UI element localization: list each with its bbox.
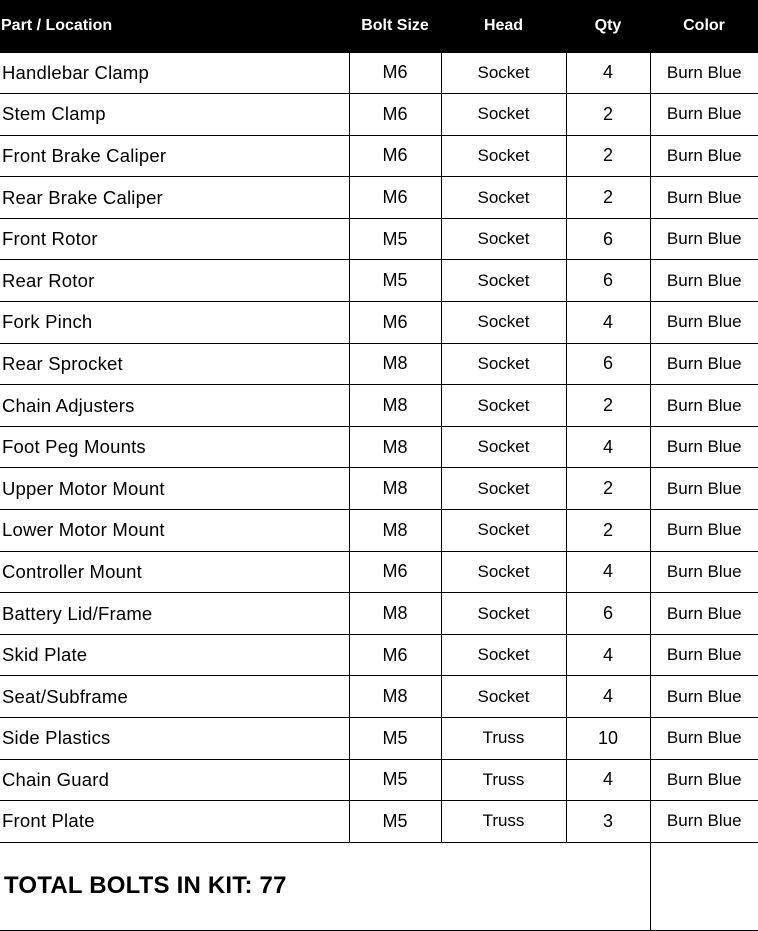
head-type-cell: Socket [441, 385, 566, 427]
head-type-cell: Socket [441, 52, 566, 94]
color-cell: Burn Blue [650, 218, 758, 260]
head-type-cell: Socket [441, 510, 566, 552]
table-row [0, 759, 758, 801]
head-type-cell: Socket [441, 593, 566, 635]
table-row [0, 218, 758, 260]
part-location-cell: Chain Guard [0, 759, 349, 801]
color-cell: Burn Blue [650, 302, 758, 344]
color-cell: Burn Blue [650, 94, 758, 136]
bolt-size-cell: M8 [349, 468, 441, 510]
table-row [0, 718, 758, 760]
table-row [0, 135, 758, 177]
color-cell: Burn Blue [650, 260, 758, 302]
total-blank-cell [650, 842, 758, 930]
table-header-row [0, 0, 758, 52]
color-cell: Burn Blue [650, 52, 758, 94]
table-body [0, 52, 758, 930]
head-type-cell: Socket [441, 343, 566, 385]
part-location-cell: Front Plate [0, 801, 349, 843]
table-row [0, 593, 758, 635]
bolt-size-cell: M6 [349, 302, 441, 344]
color-cell: Burn Blue [650, 343, 758, 385]
color-cell: Burn Blue [650, 426, 758, 468]
table-row [0, 468, 758, 510]
head-type-cell: Truss [441, 801, 566, 843]
quantity-cell: 2 [566, 94, 650, 136]
head-type-cell: Socket [441, 634, 566, 676]
bolt-size-cell: M8 [349, 426, 441, 468]
quantity-cell: 2 [566, 468, 650, 510]
bolt-size-cell: M8 [349, 343, 441, 385]
part-location-cell: Controller Mount [0, 551, 349, 593]
head-type-cell: Socket [441, 94, 566, 136]
quantity-cell: 2 [566, 510, 650, 552]
table-row [0, 343, 758, 385]
bolt-size-cell: M5 [349, 218, 441, 260]
color-cell: Burn Blue [650, 634, 758, 676]
quantity-cell: 10 [566, 718, 650, 760]
part-location-cell: Handlebar Clamp [0, 52, 349, 94]
head-type-cell: Truss [441, 718, 566, 760]
quantity-cell: 6 [566, 218, 650, 260]
table-row [0, 676, 758, 718]
bolt-size-cell: M8 [349, 510, 441, 552]
head-type-cell: Socket [441, 426, 566, 468]
part-location-cell: Lower Motor Mount [0, 510, 349, 552]
part-location-cell: Front Brake Caliper [0, 135, 349, 177]
head-type-cell: Socket [441, 135, 566, 177]
color-cell: Burn Blue [650, 385, 758, 427]
head-type-cell: Socket [441, 260, 566, 302]
bolt-size-cell: M6 [349, 94, 441, 136]
color-cell: Burn Blue [650, 801, 758, 843]
part-location-cell: Front Rotor [0, 218, 349, 260]
part-location-cell: Rear Sprocket [0, 343, 349, 385]
bolt-size-cell: M6 [349, 551, 441, 593]
header-bolt-size: Bolt Size [361, 16, 429, 34]
part-location-cell: Seat/Subframe [0, 676, 349, 718]
color-cell: Burn Blue [650, 468, 758, 510]
color-cell: Burn Blue [650, 510, 758, 552]
color-cell: Burn Blue [650, 759, 758, 801]
part-location-cell: Chain Adjusters [0, 385, 349, 427]
bolt-size-cell: M5 [349, 801, 441, 843]
part-location-cell: Stem Clamp [0, 94, 349, 136]
quantity-cell: 2 [566, 385, 650, 427]
header-qty: Qty [594, 16, 622, 34]
table-row [0, 302, 758, 344]
head-type-cell: Socket [441, 676, 566, 718]
header-color: Color [683, 16, 725, 34]
color-cell: Burn Blue [650, 551, 758, 593]
part-location-cell: Fork Pinch [0, 302, 349, 344]
table-row [0, 551, 758, 593]
part-location-cell: Battery Lid/Frame [0, 593, 349, 635]
table-row [0, 801, 758, 843]
quantity-cell: 4 [566, 676, 650, 718]
quantity-cell: 4 [566, 426, 650, 468]
total-bolts-label: TOTAL BOLTS IN KIT: 77 [0, 842, 650, 930]
part-location-cell: Rear Brake Caliper [0, 177, 349, 219]
head-type-cell: Socket [441, 177, 566, 219]
bolt-size-cell: M5 [349, 260, 441, 302]
bolt-size-cell: M8 [349, 593, 441, 635]
table-row [0, 634, 758, 676]
table-row [0, 52, 758, 94]
table-row [0, 260, 758, 302]
bolt-size-cell: M6 [349, 177, 441, 219]
head-type-cell: Socket [441, 468, 566, 510]
quantity-cell: 6 [566, 593, 650, 635]
bolt-size-cell: M6 [349, 52, 441, 94]
head-type-cell: Truss [441, 759, 566, 801]
quantity-cell: 3 [566, 801, 650, 843]
table-row [0, 177, 758, 219]
color-cell: Burn Blue [650, 593, 758, 635]
color-cell: Burn Blue [650, 177, 758, 219]
quantity-cell: 4 [566, 52, 650, 94]
quantity-cell: 4 [566, 759, 650, 801]
bolt-size-cell: M5 [349, 759, 441, 801]
header-head: Head [483, 16, 524, 34]
part-location-cell: Rear Rotor [0, 260, 349, 302]
quantity-cell: 6 [566, 260, 650, 302]
quantity-cell: 2 [566, 177, 650, 219]
part-location-cell: Side Plastics [0, 718, 349, 760]
bolt-size-cell: M8 [349, 385, 441, 427]
total-row [0, 842, 758, 930]
color-cell: Burn Blue [650, 718, 758, 760]
bolt-size-cell: M5 [349, 718, 441, 760]
quantity-cell: 6 [566, 343, 650, 385]
quantity-cell: 4 [566, 551, 650, 593]
table-row [0, 426, 758, 468]
color-cell: Burn Blue [650, 135, 758, 177]
head-type-cell: Socket [441, 551, 566, 593]
quantity-cell: 4 [566, 302, 650, 344]
color-cell: Burn Blue [650, 676, 758, 718]
table-row [0, 385, 758, 427]
head-type-cell: Socket [441, 218, 566, 260]
bolt-size-cell: M8 [349, 676, 441, 718]
part-location-cell: Foot Peg Mounts [0, 426, 349, 468]
bolt-size-cell: M6 [349, 634, 441, 676]
quantity-cell: 2 [566, 135, 650, 177]
table-row [0, 94, 758, 136]
header-part-location: Part / Location [1, 16, 113, 34]
head-type-cell: Socket [441, 302, 566, 344]
part-location-cell: Upper Motor Mount [0, 468, 349, 510]
bolt-size-cell: M6 [349, 135, 441, 177]
quantity-cell: 4 [566, 634, 650, 676]
part-location-cell: Skid Plate [0, 634, 349, 676]
table-row [0, 510, 758, 552]
